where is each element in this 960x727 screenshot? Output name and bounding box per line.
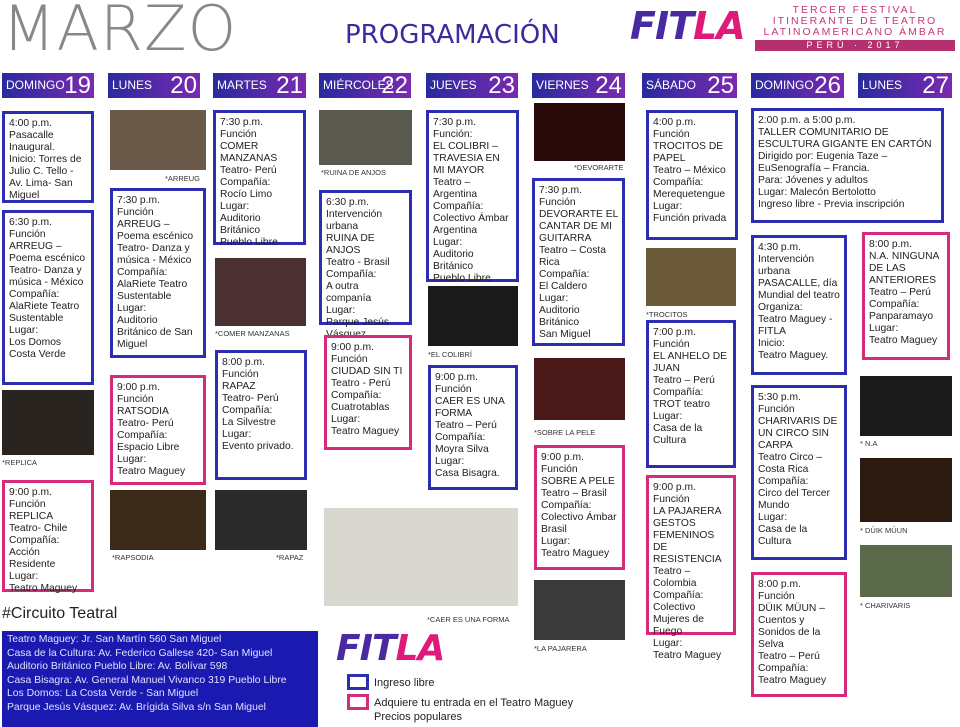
event-card: 9:00 p.m. Función LA PAJARERA GESTOS FEMENINOS DE RESISTENCIA Teatro – Colombia Compañía: Colectivo Mujeres de Fuego Lugar: Teatro Maguey [646,475,736,635]
event-card: 9:00 p.m. Función RATSODIA Teatro- Perú Compañía: Espacio Libre Lugar: Teatro Maguey [110,375,206,485]
festival-name: TERCER FESTIVAL ITINERANTE DE TEATRO LATINOAMERICANO ÁMBAR PERÚ · 2017 [755,5,955,51]
event-card: 6:30 p.m. Función ARREUG – Poema escénico Teatro- Danza y música - México Compañía: AlaRiete Teatro Sustentable Lugar: Los Domos Costa Verde [2,210,94,385]
caption: *EL COLIBRÍ [428,350,472,359]
day-header: LUNES 20 [108,73,200,98]
day-header: VIERNES 24 [532,73,625,98]
photo-devorarte [534,103,625,161]
legend-paid-swatch [347,694,369,710]
circuit-line: Casa de la Cultura: Av. Federico Gallese 420- San Miguel [7,647,273,659]
photo-el-colibri [428,286,518,346]
circuit-line: Teatro Maguey: Jr. San Martín 560 San Miguel [7,634,222,645]
event-card: 7:00 p.m. Función EL ANHELO DE JUAN Teatro – Perú Compañía: TROT teatro Lugar: Casa de la Cultura [646,320,736,468]
caption: *RAPSODIA [112,553,154,562]
photo-charivaris [860,545,952,597]
event-card: 8:00 p.m. N.A. NINGUNA DE LAS ANTERIORES Teatro – Perú Compañía: Panparamayo Lugar: Teatro Maguey [862,232,950,360]
circuit-title: #Circuito Teatral [2,605,118,622]
legend-paid-label: Adquiere tu entrada en el Teatro Maguey [374,697,574,709]
circuit-box [2,631,318,727]
caption: *REPLICA [2,458,38,467]
caption: * DÜIK MÜUN [860,526,908,535]
fitla-logo-small: FITLA [336,628,445,669]
day-header: DOMINGO 26 [751,73,844,98]
circuit-line: Los Domos: La Costa Verde - San Miguel [7,688,199,699]
photo-na [860,376,952,436]
caption: * N.A [860,439,878,448]
event-card: 5:30 p.m. Función CHARIVARIS DE UN CIRCO SIN CARPA Teatro Circo – Costa Rica Compañía: Circo del Tercer Mundo Lugar: Casa de la Cultura [751,385,847,560]
day-header: LUNES 27 [858,73,952,98]
circuit-line: Parque Jesús Vásquez: Av. Brígida Silva s/n San Miguel [7,701,266,713]
fitla-logo: FITLA [630,4,745,48]
day-header: JUEVES 23 [426,73,518,98]
caption: *RUINA DE ANJOS [321,168,387,177]
caption: *RAPAZ [276,553,304,562]
event-card: 6:30 p.m. Intervención urbana RUINA DE ANJOS Teatro - Brasil Compañía: A outra companía Lugar: Parque Jesús [319,190,412,325]
circuit-line: Casa Bisagra: Av. General Manuel Vivanco 319 Pueblo Libre [7,674,287,686]
event-card: 7:30 p.m. Función COMER MANZANAS Teatro- Perú Compañía: Rocío Limo Lugar: Auditorio Británico Pueblo Libre [213,110,306,245]
event-card: 9:00 p.m. Función CAER ES UNA FORMA Teatro – Perú Compañía: Moyra Silva Lugar: Casa Bisagra. [428,365,518,490]
circuit-line: Auditorio Británico Pueblo Libre: Av. Bolívar 598 [7,661,228,672]
caption: * CHARIVARIS [860,601,911,610]
caption: *DEVORARTE [574,163,624,172]
photo-caer-es-una-forma [324,508,518,606]
legend-free-swatch [347,674,369,690]
photo-sobre-la-pele [534,358,625,420]
photo-replica [2,390,94,455]
photo-duik-muun [860,458,952,522]
event-card: 8:00 p.m. Función DÜIK MÜUN – Cuentos y Sonidos de la Selva Teatro – Perú Compañía: Teatro Maguey [751,572,847,697]
caption: *COMER MANZANAS [215,329,290,338]
event-card: 7:30 p.m. Función DEVORARTE EL CANTAR DE MI GUITARRA Teatro – Costa Rica Compañía: El Caldero Lugar: Auditorio Británico San Miguel [532,178,625,346]
event-card: 8:00 p.m. Función RAPAZ Teatro- Perú Compañía: La Silvestre Lugar: Evento privado. [215,350,307,480]
legend-paid-label2: Precios populares [374,711,463,723]
month-title: MARZO [2,0,238,65]
caption: *CAER ES UNA FORMA [427,615,510,624]
caption: *TROCITOS [646,310,688,319]
event-card: 2:00 p.m. a 5:00 p.m. TALLER COMUNITARIO DE ESCULTURA GIGANTE EN CARTÓN Dirigido por: Eugenia Taze – EuSenografía – Francia. Para: Jóvenes y adultos Lugar: Malecón Bertolotto Ingreso libre - Previa inscripción [751,108,944,223]
caption: *ARREUG [165,174,201,183]
photo-arreug [110,110,206,170]
day-header: DOMINGO 19 [2,73,94,98]
day-header: MIÉRCOLES 22 [319,73,411,98]
photo-rapsodia [110,490,206,550]
event-card: 7:30 p.m. Función: EL COLIBRI – TRAVESIA EN MI MAYOR Teatro – Argentina Compañía: Colectivo Ámbar Argentina Lugar: Auditorio Británico Pueblo Libre [426,110,519,282]
photo-rapaz [215,490,307,550]
programacion-title: PROGRAMACIÓN [345,20,560,50]
caption: *SOBRE LA PELE [534,428,596,437]
event-card: 9:00 p.m. Función SOBRE A PELE Teatro – Brasil Compañía: Colectivo Ámbar Brasil Lugar: Teatro Maguey [534,445,625,570]
legend-free-label: Ingreso libre [374,677,435,689]
day-header: SÁBADO 25 [642,73,737,98]
caption: *LA PAJARERA [534,644,587,653]
event-card: 4:00 p.m. Pasacalle Inaugural. Inicio: Torres de Julio C. Tello - Av. Lima- San Miguel [2,111,94,203]
photo-ruina-de-anjos [319,110,412,165]
event-card: 9:00 p.m. Función REPLICA Teatro- Chile Compañía: Acción Residente Lugar: Teatro Maguey [2,480,94,592]
event-card: 9:00 p.m. Función CIUDAD SIN TI Teatro - Perú Compañía: Cuatrotablas Lugar: Teatro Maguey [324,335,412,450]
event-card: 4:30 p.m. Intervención urbana PASACALLE, día Mundial del teatro Organiza: Teatro Maguey - FITLA Inicio: Teatro Maguey. [751,235,847,375]
photo-trocitos [646,248,736,306]
photo-la-pajarera [534,580,625,640]
event-card: 4:00 p.m. Función TROCITOS DE PAPEL Teatro – México Compañía: Merequetengue Lugar: Función privada [646,110,738,240]
event-card: 7:30 p.m. Función ARREUG – Poema escénico Teatro- Danza y música - México Compañía: AlaRiete Teatro Sustentable Lugar: Auditorio Británico de San Miguel [110,188,206,358]
day-header: MARTES 21 [213,73,306,98]
photo-comer-manzanas [215,258,306,326]
